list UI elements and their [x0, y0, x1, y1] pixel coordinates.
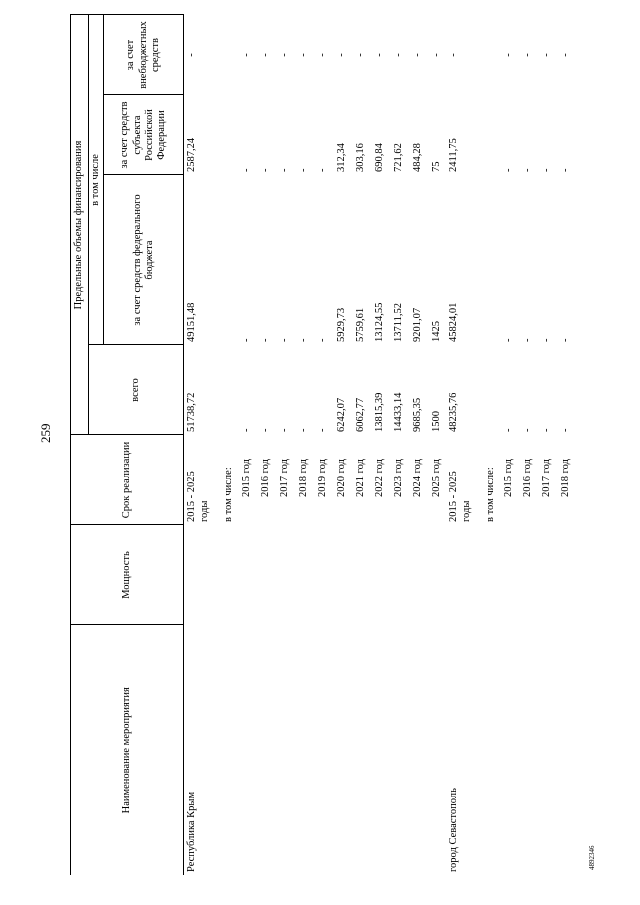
cell-term: 2023 год	[392, 459, 404, 497]
cell-total: -	[297, 428, 309, 432]
cell-name	[389, 625, 408, 875]
cell-term: 2024 год	[411, 459, 423, 497]
term-text: 2015 - 2025 годы	[186, 471, 210, 522]
cell-capacity	[332, 525, 351, 625]
cell-federal: -	[502, 338, 514, 342]
header-including: в том числе	[89, 15, 104, 345]
cell-capacity	[518, 525, 537, 625]
cell-federal	[482, 175, 499, 345]
cell-total: -	[559, 428, 571, 432]
cell-capacity	[427, 525, 446, 625]
table-row	[275, 15, 294, 875]
cell-regional: 484,28	[411, 143, 423, 172]
cell-regional	[482, 95, 499, 175]
cell-capacity	[446, 525, 482, 625]
cell-term: 2018 год	[559, 459, 571, 497]
cell-term: 2016 год	[521, 459, 533, 497]
cell-term: 2022 год	[373, 459, 385, 497]
header-extrabudget: за счет внебюджетных средств	[104, 15, 184, 95]
cell-name	[256, 625, 275, 875]
cell-extrabudget: -	[502, 53, 514, 57]
cell-extrabudget: -	[411, 53, 423, 57]
cell-federal: 5929,73	[335, 307, 347, 342]
cell-regional: -	[240, 168, 252, 172]
cell-name	[518, 625, 537, 875]
cell-total: 14433,14	[392, 392, 404, 432]
cell-capacity	[351, 525, 370, 625]
cell-name	[427, 625, 446, 875]
cell-term: 2017 год	[540, 459, 552, 497]
cell-regional: 75	[430, 161, 442, 172]
cell-term	[446, 435, 482, 525]
cell-federal: 1425	[430, 321, 442, 342]
cell-total: -	[502, 428, 514, 432]
cell-extrabudget	[482, 15, 499, 95]
cell-regional: -	[278, 168, 290, 172]
cell-total: -	[278, 428, 290, 432]
table-header	[71, 15, 184, 875]
cell-regional: 690,84	[373, 143, 385, 172]
cell-federal: -	[259, 338, 271, 342]
cell-regional: -	[297, 168, 309, 172]
cell-name	[313, 625, 332, 875]
cell-total: 9685,35	[411, 397, 423, 432]
cell-term: в том числе:	[484, 467, 496, 522]
cell-total: 1500	[430, 411, 442, 432]
cell-total	[482, 345, 499, 435]
cell-federal: 49151,48	[186, 302, 198, 342]
table-row	[537, 15, 556, 875]
table-body	[184, 15, 576, 875]
cell-name	[482, 625, 499, 875]
cell-regional: 2411,75	[448, 138, 460, 172]
cell-name	[370, 625, 389, 875]
cell-federal: -	[278, 338, 290, 342]
table-row	[237, 15, 256, 875]
cell-name	[351, 625, 370, 875]
cell-regional: -	[559, 168, 571, 172]
cell-total: 48235,76	[448, 392, 460, 432]
table-row	[518, 15, 537, 875]
cell-extrabudget: -	[448, 53, 460, 57]
cell-term: 2015 год	[240, 459, 252, 497]
cell-extrabudget: -	[297, 53, 309, 57]
cell-term: в том числе:	[222, 467, 234, 522]
header-limits: Предельные объемы финансирования	[71, 15, 89, 435]
cell-capacity	[370, 525, 389, 625]
table-row	[446, 15, 482, 875]
cell-extrabudget: -	[354, 53, 366, 57]
cell-total: 51738,72	[186, 392, 198, 432]
header-total: всего	[89, 345, 184, 435]
table-row	[408, 15, 427, 875]
cell-regional: 2587,24	[186, 137, 198, 172]
header-federal: за счет средств федерального бюджета	[104, 175, 184, 345]
cell-term: 2016 год	[259, 459, 271, 497]
cell-federal: -	[559, 338, 571, 342]
term-text: 2015 - 2025 годы	[448, 471, 472, 522]
cell-capacity	[389, 525, 408, 625]
cell-extrabudget: -	[559, 53, 571, 57]
cell-extrabudget: -	[278, 53, 290, 57]
cell-capacity	[294, 525, 313, 625]
cell-capacity	[275, 525, 294, 625]
cell-name	[408, 625, 427, 875]
cell-total: -	[240, 428, 252, 432]
cell-federal: 9201,07	[411, 307, 423, 342]
table-row	[256, 15, 275, 875]
cell-federal: -	[316, 338, 328, 342]
cell-capacity	[220, 525, 237, 625]
cell-term: 2025 год	[430, 459, 442, 497]
cell-capacity	[184, 525, 221, 625]
cell-federal: 13124,55	[373, 302, 385, 342]
table-row	[427, 15, 446, 875]
header-capacity: Мощность	[71, 525, 184, 625]
cell-extrabudget: -	[392, 53, 404, 57]
table-row	[313, 15, 332, 875]
rotated-table-wrapper	[70, 15, 570, 875]
header-name: Наименование мероприятия	[71, 625, 184, 875]
cell-capacity	[256, 525, 275, 625]
header-term: Срок реализации	[71, 435, 184, 525]
cell-name	[556, 625, 575, 875]
cell-federal: 45824,01	[448, 302, 460, 342]
cell-name	[332, 625, 351, 875]
cell-regional: 303,16	[354, 143, 366, 172]
cell-federal: -	[240, 338, 252, 342]
cell-capacity	[482, 525, 499, 625]
table-row	[220, 15, 237, 875]
cell-term: 2020 год	[335, 459, 347, 497]
cell-extrabudget: -	[335, 53, 347, 57]
cell-federal	[220, 175, 237, 345]
cell-federal: -	[540, 338, 552, 342]
cell-extrabudget: -	[521, 53, 533, 57]
cell-federal: -	[521, 338, 533, 342]
cell-extrabudget: -	[240, 53, 252, 57]
cell-regional: -	[259, 168, 271, 172]
cell-capacity	[237, 525, 256, 625]
table-row	[556, 15, 575, 875]
cell-name	[499, 625, 518, 875]
table-row	[294, 15, 313, 875]
cell-total: 6062,77	[354, 397, 366, 432]
cell-regional: -	[502, 168, 514, 172]
table-row	[184, 15, 221, 875]
table-row	[332, 15, 351, 875]
cell-capacity	[313, 525, 332, 625]
cell-name	[275, 625, 294, 875]
cell-name: Республика Крым	[186, 791, 198, 872]
cell-term: 2015 год	[502, 459, 514, 497]
table-row	[482, 15, 499, 875]
cell-capacity	[408, 525, 427, 625]
cell-regional: -	[540, 168, 552, 172]
cell-term	[184, 435, 221, 525]
cell-total: -	[521, 428, 533, 432]
table-row	[370, 15, 389, 875]
financing-table	[70, 15, 575, 876]
table-row	[351, 15, 370, 875]
table-row	[499, 15, 518, 875]
cell-total: -	[316, 428, 328, 432]
cell-capacity	[499, 525, 518, 625]
cell-regional	[220, 95, 237, 175]
cell-total	[220, 345, 237, 435]
cell-term: 2018 год	[297, 459, 309, 497]
cell-name	[537, 625, 556, 875]
cell-name	[237, 625, 256, 875]
cell-total: 6242,07	[335, 397, 347, 432]
cell-term: 2021 год	[354, 459, 366, 497]
table-row	[389, 15, 408, 875]
cell-regional: -	[521, 168, 533, 172]
cell-federal: 13711,52	[392, 303, 404, 342]
cell-federal: -	[297, 338, 309, 342]
cell-extrabudget: -	[186, 53, 198, 57]
cell-regional: -	[316, 168, 328, 172]
cell-name	[220, 625, 237, 875]
cell-extrabudget: -	[259, 53, 271, 57]
cell-extrabudget: -	[540, 53, 552, 57]
cell-federal: 5759,61	[354, 307, 366, 342]
cell-extrabudget: -	[430, 53, 442, 57]
cell-extrabudget: -	[316, 53, 328, 57]
cell-term: 2019 год	[316, 459, 328, 497]
cell-name	[294, 625, 313, 875]
page-number: 259	[38, 423, 53, 443]
cell-capacity	[537, 525, 556, 625]
cell-regional: 312,34	[335, 143, 347, 172]
cell-capacity	[556, 525, 575, 625]
cell-extrabudget	[220, 15, 237, 95]
cell-total: -	[540, 428, 552, 432]
cell-term: 2017 год	[278, 459, 290, 497]
cell-name: город Севастополь	[448, 788, 460, 872]
cell-total: -	[259, 428, 271, 432]
document-code: 4892346	[588, 845, 596, 870]
cell-regional: 721,62	[392, 143, 404, 172]
cell-extrabudget: -	[373, 53, 385, 57]
header-regional: за счет средств субъекта Российской Федерации	[104, 95, 184, 175]
cell-total: 13815,39	[373, 392, 385, 432]
